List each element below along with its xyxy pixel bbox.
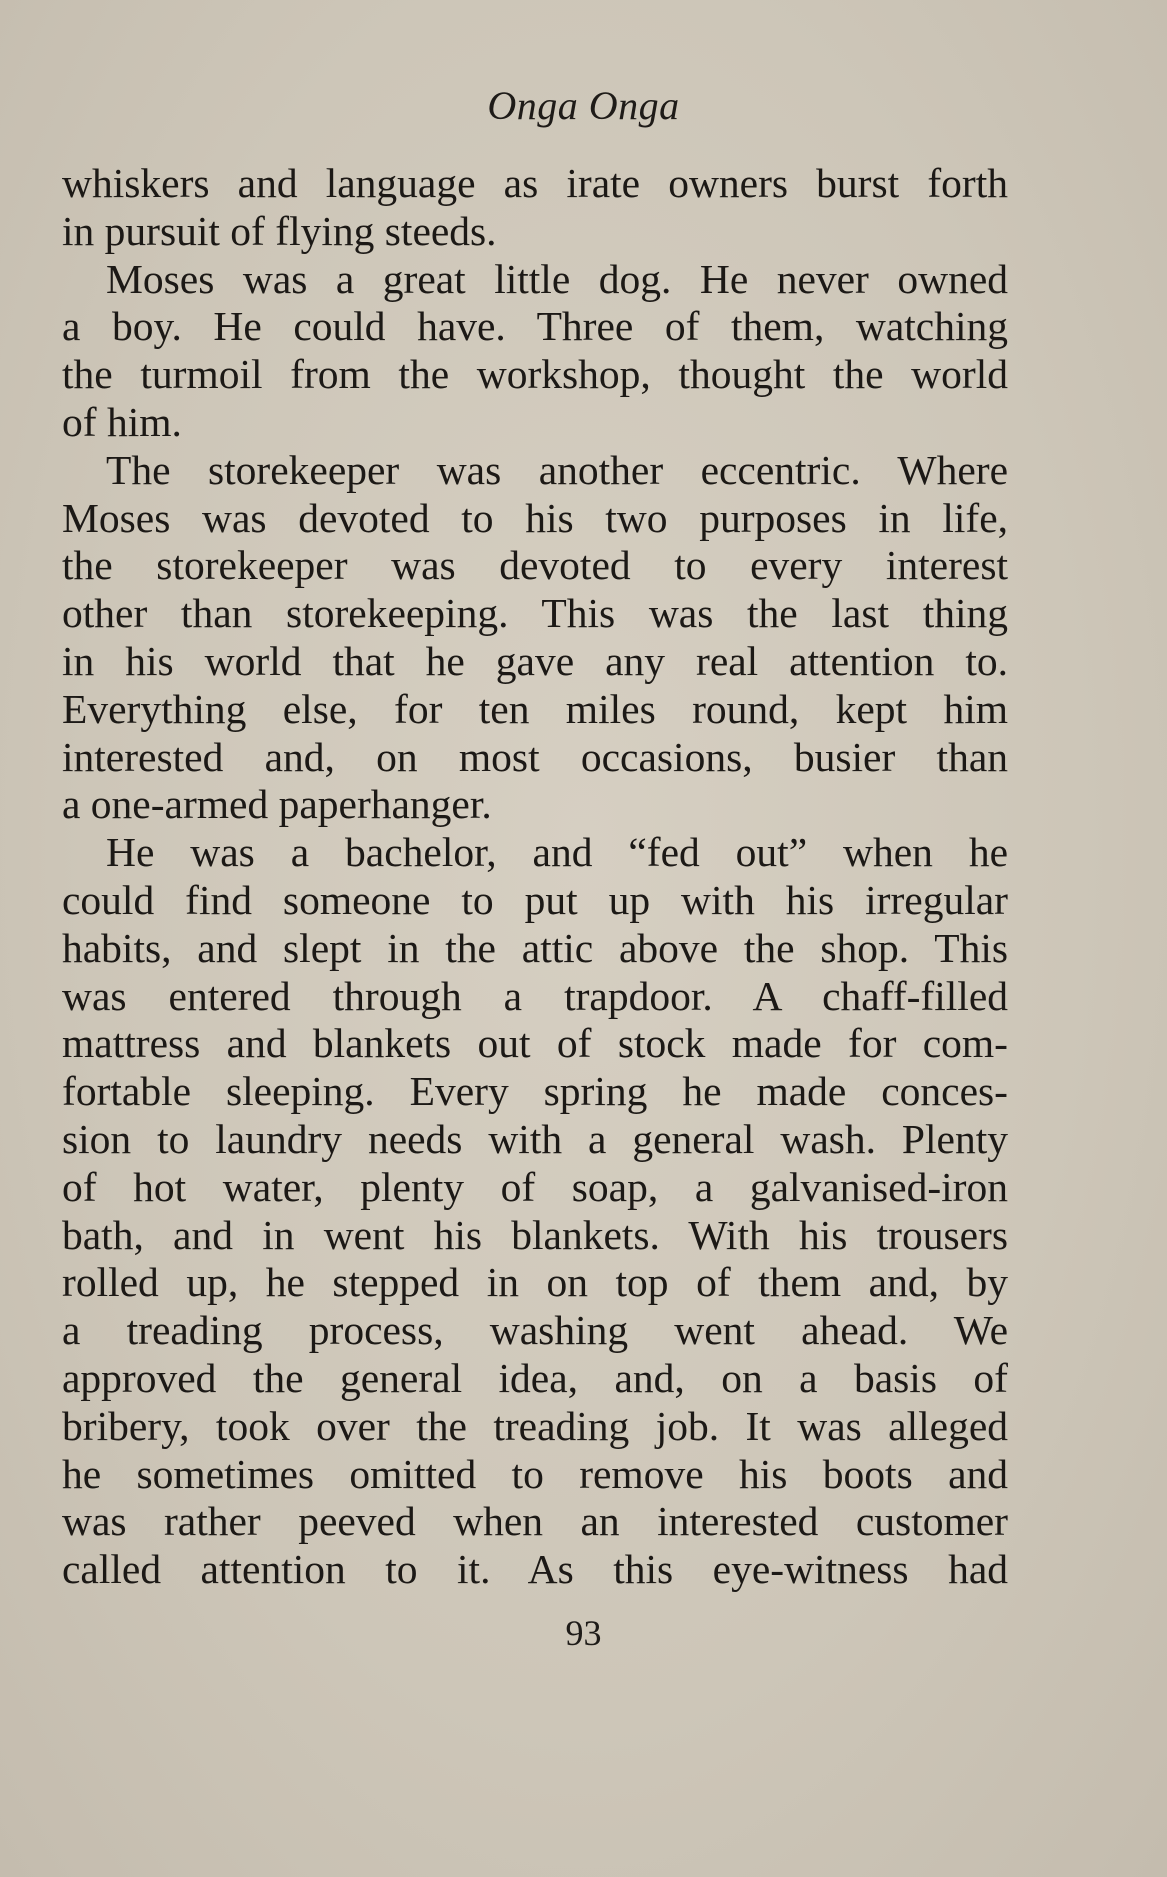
text-line: called attention to it. As this eye-witness had	[62, 1546, 1008, 1593]
text-line: Moses was devoted to his two purposes in life,	[62, 494, 1008, 541]
text-line: interested and, on most occasions, busier than	[62, 733, 1008, 780]
text-line: the turmoil from the workshop, thought the world	[62, 351, 1008, 398]
page-number: 93	[565, 1613, 602, 1653]
text-line: a treading process, washing went ahead. We	[62, 1307, 1008, 1354]
text-line: He was a bachelor, and “fed out” when he	[106, 829, 1008, 876]
text-line: bath, and in went his blankets. With his trousers	[62, 1211, 1008, 1258]
body-text	[62, 160, 1008, 1594]
text-line: other than storekeeping. This was the last thing	[62, 590, 1008, 637]
text-line: of him.	[62, 398, 182, 445]
text-line: mattress and blankets out of stock made for com-	[62, 1020, 1008, 1067]
text-line: fortable sleeping. Every spring he made conces-	[62, 1068, 1008, 1115]
text-line: habits, and slept in the attic above the shop. This	[62, 924, 1008, 971]
text-line: was rather peeved when an interested customer	[62, 1498, 1008, 1545]
text-line: he sometimes omitted to remove his boots and	[62, 1450, 1008, 1497]
text-line: was entered through a trapdoor. A chaff-filled	[62, 972, 1008, 1019]
text-line: whiskers and language as irate owners burst forth	[62, 160, 1008, 206]
text-line: Moses was a great little dog. He never owned	[106, 255, 1008, 302]
text-line: a one-armed paperhanger.	[62, 781, 492, 828]
text-line: a boy. He could have. Three of them, watching	[62, 303, 1008, 350]
text-line: in his world that he gave any real attention to.	[62, 637, 1008, 684]
text-line: of hot water, plenty of soap, a galvanised-iron	[62, 1163, 1008, 1210]
text-line: The storekeeper was another eccentric. Where	[106, 446, 1008, 493]
text-line: sion to laundry needs with a general wash. Plenty	[62, 1115, 1008, 1162]
text-line: approved the general idea, and, on a basis of	[62, 1354, 1008, 1401]
text-line: Everything else, for ten miles round, kept him	[62, 685, 1008, 732]
text-line: rolled up, he stepped in on top of them and, by	[62, 1259, 1008, 1306]
text-line: could find someone to put up with his irregular	[62, 876, 1008, 923]
text-line: in pursuit of flying steeds.	[62, 207, 497, 254]
text-line: bribery, took over the treading job. It was alleged	[62, 1402, 1008, 1449]
running-head: Onga Onga	[487, 83, 680, 128]
text-line: the storekeeper was devoted to every interest	[62, 542, 1008, 589]
